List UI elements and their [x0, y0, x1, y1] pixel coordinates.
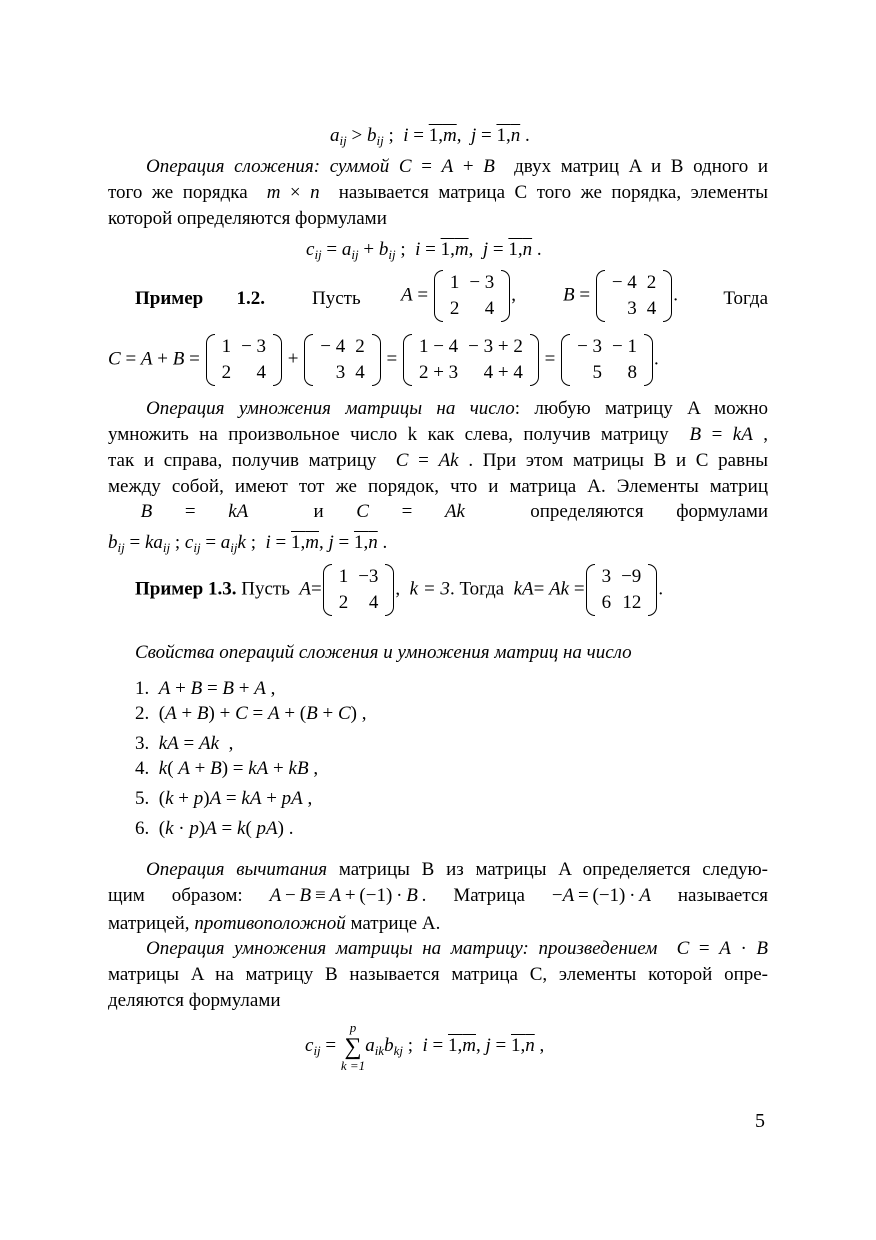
property-4: 4. k( A + B) = kA + kB ,: [135, 758, 319, 779]
example-1-2-line-2: C = A + B = 1 − 3 2 4 + − 4 2 3 4 = 1 − 4 − 3 + 2 2 + 3 4 + 4 = − 3 − 1 5 8 .: [108, 334, 659, 386]
subtraction-line-3: матрицей, противоположной матрице A.: [108, 913, 441, 934]
matrix-kA: 3 −9 6 12: [585, 564, 659, 616]
example-1-2-label: Пример: [135, 288, 204, 309]
formula-sum: $c_{ij} = a_{ij} + b_{ij}$ ; i = 1,m, j = 1,n .: [306, 239, 542, 262]
formula-inequality: $a_{ij} > b_{ij}$ ; i = 1,m, j = 1,n .: [330, 125, 530, 148]
addition-line-2: того же порядка m × n называется матрица C того же порядка, элементы: [108, 182, 769, 203]
scalar-line-4: между собой, имеют тот же порядок, что и матрица A. Элементы матриц: [108, 476, 768, 497]
product-line-3: деляются формулами: [108, 990, 281, 1011]
scalar-line-1: Операция умножения матрицы на число: любую матрицу A можно: [146, 398, 768, 419]
matrix-A-plus-B: 1 − 4 − 3 + 2 2 + 3 4 + 4: [402, 334, 540, 386]
page-number: 5: [755, 1110, 765, 1132]
matrix-B: − 4 2 3 4: [595, 270, 673, 322]
example-1-2-line-1: Пример 1.2. Пусть A = 1 − 3 2 4 , B = − 4 2 3 4 . Тогда: [135, 270, 768, 330]
product-heading: Операция умножения матрицы на матрицу: [146, 938, 523, 959]
product-line-1: Операция умножения матрицы на матрицу: произведением C = A · B: [146, 938, 769, 959]
property-6: 6. (k · p)A = k( pA) .: [135, 818, 294, 839]
example-1-3: Пример 1.3. Пусть A= 1 −3 2 4 , k = 3. Тогда kA= Ak = 3 −9 6 12 .: [135, 564, 663, 616]
addition-line-1: Операция сложения: суммой C = A + B двух матриц A и B одного и: [146, 156, 769, 177]
subtraction-line-2: щим образом: A − B ≡ A + (−1) · B . Матрица −A = (−1) · A называется: [108, 885, 769, 906]
subtraction-line-1: Операция вычитания матрицы B из матрицы A определяется следую-: [146, 859, 769, 880]
addition-line-3: которой определяются формулами: [108, 208, 387, 229]
example-1-3-label: Пример 1.3.: [135, 578, 237, 600]
property-3: 3. kA = Ak ,: [135, 733, 234, 754]
property-2: 2. (A + B) + C = A + (B + C) ,: [135, 703, 367, 724]
scalar-line-5: B = kA и C = Ak определяются формулами: [140, 501, 769, 522]
subtraction-heading: Операция вычитания: [146, 859, 328, 880]
formula-scalar: $b_{ij} = ka_{ij}$ ; $c_{ij} = a_{ij}k$ ; i = 1,m, j = 1,n .: [108, 532, 388, 555]
matrix-A-example-13: 1 −3 2 4: [322, 564, 396, 616]
matrix-B-repeat: − 4 2 3 4: [303, 334, 381, 386]
product-line-2: матрицы A на матрицу B называется матрица C, элементы которой опре-: [108, 964, 768, 985]
matrix-C: − 3 − 1 5 8: [560, 334, 654, 386]
properties-heading: Свойства операций сложения и умножения матриц на число: [135, 642, 632, 663]
property-1: 1. A + B = B + A ,: [135, 678, 276, 699]
scalar-line-2: умножить на произвольное число k как слева, получив матрицу B = kA ,: [108, 424, 769, 445]
formula-product: $c_{ij}$ = p ∑ k =1 $a_{ik}b_{kj}$ ; i = 1,m, j = 1,n ,: [305, 1019, 545, 1073]
matrix-A-repeat: 1 − 3 2 4: [205, 334, 283, 386]
scalar-heading: Операция умножения матрицы на число: [146, 398, 515, 419]
addition-heading: Операция сложения: [146, 156, 314, 177]
sigma-symbol: p ∑ k =1: [340, 1019, 366, 1073]
property-5: 5. (k + p)A = kA + pA ,: [135, 788, 313, 809]
scalar-line-3: так и справа, получив матрицу C = Ak . При этом матрицы B и C равны: [108, 450, 769, 471]
matrix-A: 1 − 3 2 4: [433, 270, 511, 322]
